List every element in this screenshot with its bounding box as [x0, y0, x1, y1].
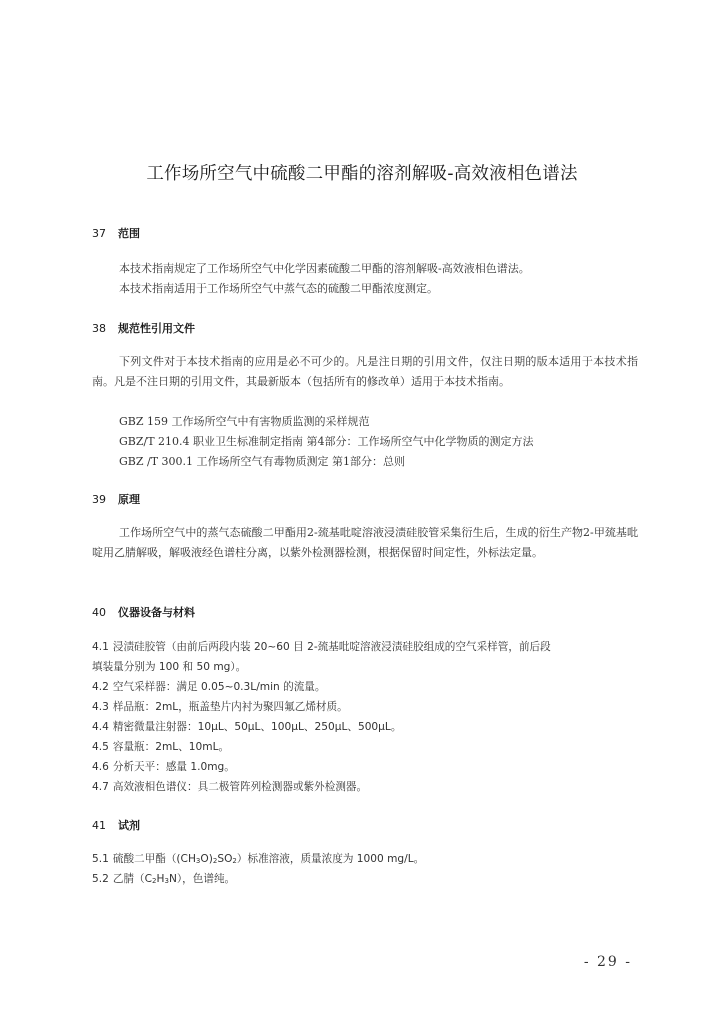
equipment-item: [92, 697, 638, 717]
item-text: 浸渍硅胶管（由前后两段内装 20~60 目 2-巯基吡啶溶液浸渍硅胶组成的空气采样管，前后段: [112, 641, 551, 653]
references-intro: 下列文件对于本技术指南的应用是必不可少的。凡是注日期的引用文件，仅注日期的版本适用于本技术指南。凡是不注日期的引用文件，其最新版本（包括所有的修改单）适用于本技术指南。: [92, 355, 638, 388]
item-number: 4.4: [92, 721, 109, 733]
section-title: 范围: [118, 227, 140, 240]
item-number: 5.1: [92, 853, 109, 865]
section-number: 37: [92, 227, 106, 240]
reference-item: GBZ /T 300.1 工作场所空气有毒物质测定 第1部分：总则: [119, 455, 406, 468]
reagent-text: 硫酸二甲酯（(CH: [112, 853, 196, 865]
equipment-item: [92, 717, 638, 737]
item-number: 4.2: [92, 681, 109, 693]
reagent-text: 乙腈（C: [112, 873, 153, 885]
section-heading-equipment: [92, 604, 195, 620]
section-heading-reagents: [92, 817, 140, 833]
item-number: 4.3: [92, 701, 109, 713]
equipment-item: [92, 777, 638, 797]
equipment-item: [92, 737, 638, 757]
item-number: 4.1: [92, 641, 109, 653]
item-text: 空气采样器：满足 0.05~0.3L/min 的流量。: [112, 681, 326, 693]
section-heading-references: [92, 320, 195, 336]
subscript: 2: [212, 857, 218, 865]
section-title: 原理: [118, 493, 140, 506]
section-title: 规范性引用文件: [118, 322, 195, 335]
reference-item: GBZ 159 工作场所空气中有害物质监测的采样规范: [119, 415, 370, 428]
reagent-text: N），色谱纯。: [168, 873, 236, 885]
section-number: 40: [92, 606, 106, 619]
section-title: 试剂: [118, 819, 140, 832]
reagent-text: ）标准溶液，质量浓度为 1000 mg/L。: [236, 853, 425, 865]
equipment-item: [92, 637, 638, 657]
reagent-text: H: [156, 873, 165, 885]
item-number: 4.6: [92, 761, 109, 773]
reference-item: GBZ/T 210.4 职业卫生标准制定指南 第4部分：工作场所空气中化学物质的测定方法: [119, 435, 534, 448]
principle-paragraph: 工作场所空气中的蒸气态硫酸二甲酯用2-巯基吡啶溶液浸渍硅胶管采集衍生后，生成的衍生产物2-甲巯基吡啶用乙腈解吸，解吸液经色谱柱分离，以紫外检测器检测，根据保留时间定性，外标法定量。: [92, 526, 638, 559]
item-text: 高效液相色谱仪：具二极管阵列检测器或紫外检测器。: [112, 781, 368, 793]
item-number: 5.2: [92, 873, 109, 885]
subscript: 2: [232, 857, 237, 865]
document-title: 工作场所空气中硫酸二甲酯的溶剂解吸-高效液相色谱法: [146, 164, 578, 184]
reagent-text: SO: [217, 853, 233, 865]
section-number: 38: [92, 322, 106, 335]
scope-line-2: 本技术指南适用于工作场所空气中蒸气态的硫酸二甲酯浓度测定。: [119, 282, 438, 295]
page-number: - 29 -: [583, 954, 632, 970]
item-text: 分析天平：感量 1.0mg。: [112, 761, 235, 773]
reagent-item: [92, 869, 638, 891]
reagent-text: O): [200, 853, 213, 865]
item-text: 填装量分别为 100 和 50 mg）。: [92, 661, 247, 673]
item-number: 4.7: [92, 781, 109, 793]
section-heading-principle: [92, 491, 140, 507]
item-text: 精密微量注射器：10μL、50μL、100μL、250μL、500μL。: [112, 721, 402, 733]
equipment-item: [92, 677, 638, 697]
reagent-item: [92, 849, 638, 871]
section-number: 41: [92, 819, 106, 832]
section-heading-scope: [92, 225, 140, 241]
equipment-item-continued: [92, 657, 638, 677]
scope-line-1: 本技术指南规定了工作场所空气中化学因素硫酸二甲酯的溶剂解吸-高效液相色谱法。: [119, 262, 530, 275]
section-number: 39: [92, 493, 106, 506]
subscript: 2: [152, 877, 157, 885]
subscript: 3: [164, 877, 169, 885]
item-number: 4.5: [92, 741, 109, 753]
section-title: 仪器设备与材料: [118, 606, 195, 619]
subscript: 3: [195, 857, 201, 865]
item-text: 容量瓶：2mL、10mL。: [112, 741, 230, 753]
item-text: 样品瓶：2mL，瓶盖垫片内衬为聚四氟乙烯材质。: [112, 701, 348, 713]
equipment-item: [92, 757, 638, 777]
